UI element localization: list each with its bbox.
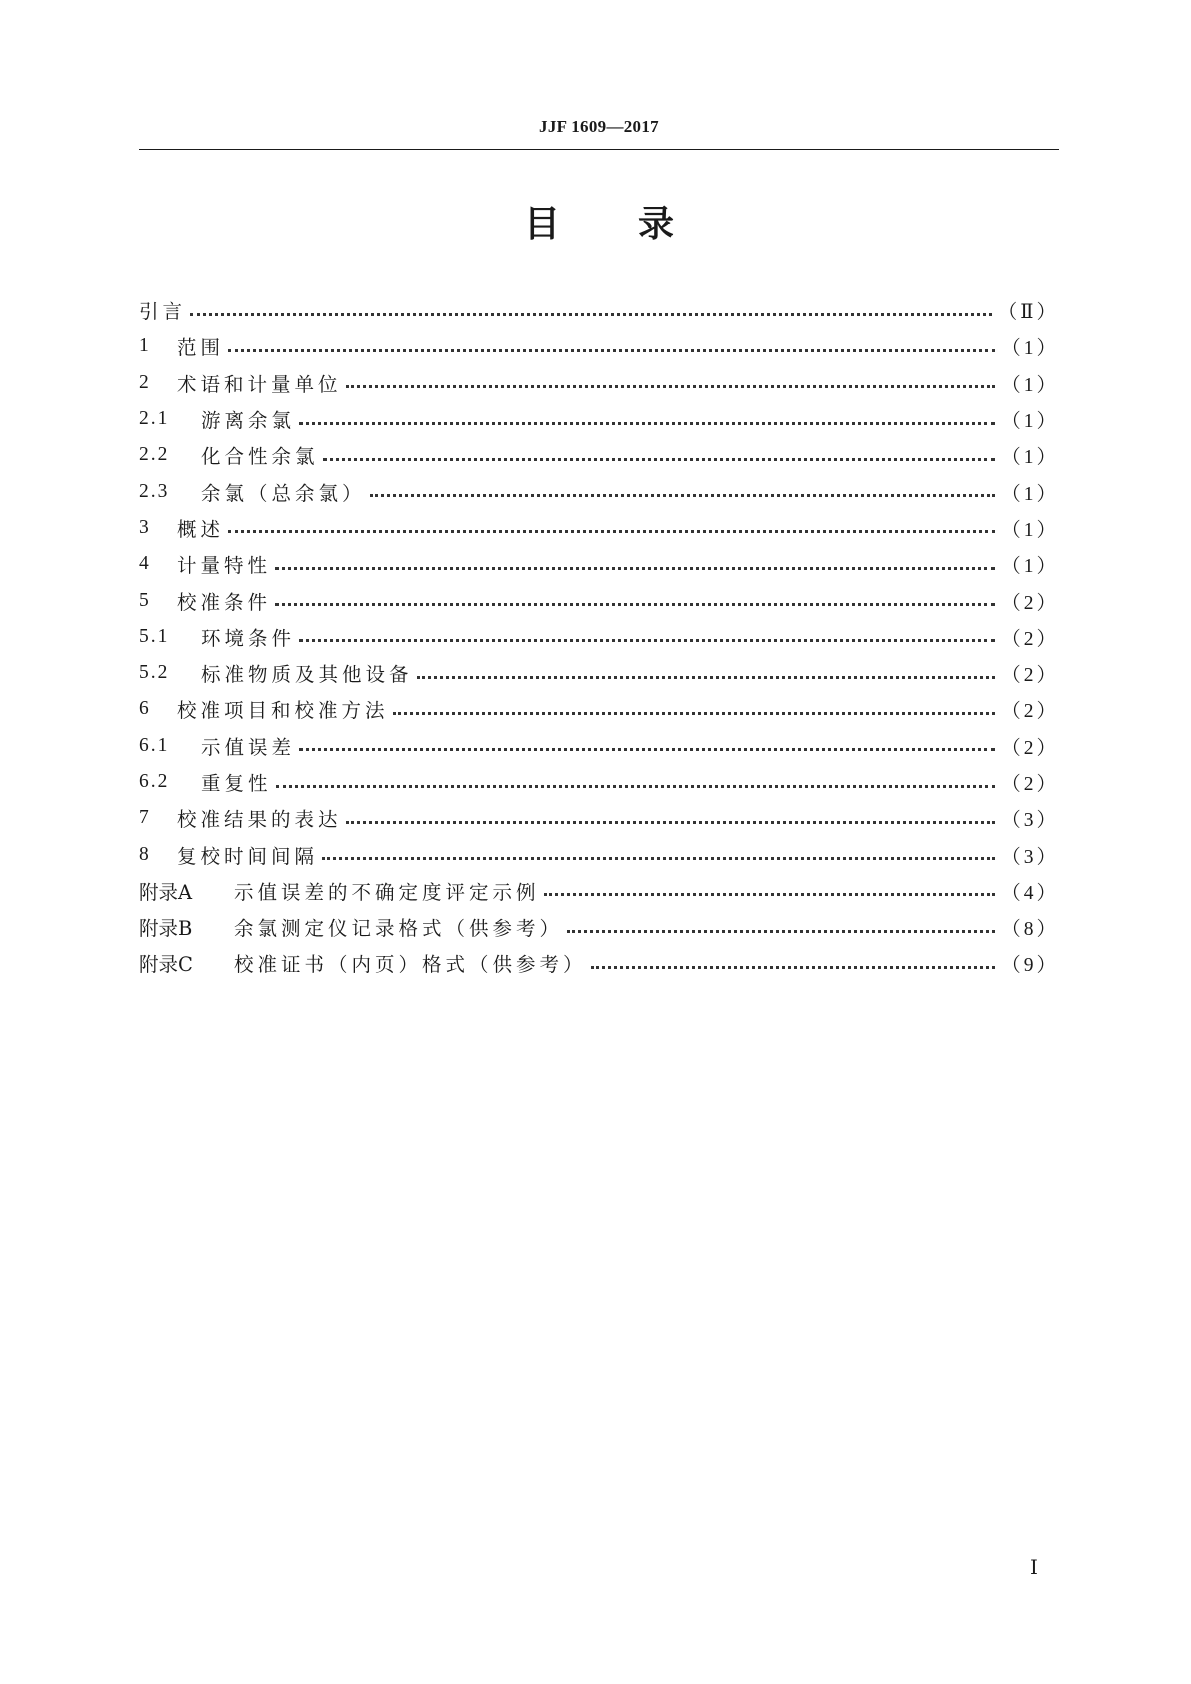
document-code-header: JJF 1609—2017 <box>539 117 659 136</box>
header-rule <box>139 149 1059 150</box>
toc-entry-2-1[interactable] <box>139 401 1059 437</box>
toc-page: （2） <box>1001 628 1059 650</box>
toc-leader <box>346 365 996 388</box>
toc-number: 6.1 <box>139 734 170 756</box>
toc-label: 示值误差的不确定度评定示例 <box>234 880 540 904</box>
toc-leader <box>190 293 992 316</box>
toc-page: （2） <box>1001 774 1059 795</box>
toc-leader <box>276 765 996 788</box>
toc-leader <box>323 438 996 461</box>
toc-number: 3 <box>139 516 151 538</box>
toc-label: 余氯（总余氯） <box>201 481 366 505</box>
toc-page: （1） <box>1001 519 1059 541</box>
toc-page: （Ⅱ） <box>997 302 1059 324</box>
toc-leader <box>370 474 996 497</box>
toc-page: （1） <box>1001 556 1059 578</box>
toc-leader <box>544 873 996 896</box>
toc-leader <box>299 402 995 425</box>
toc-leader <box>322 837 995 860</box>
toc-number: 4 <box>139 553 151 575</box>
toc-number: 8 <box>139 843 151 865</box>
toc-label: 校准证书（内页）格式（供参考） <box>234 953 587 977</box>
toc-entry-6[interactable] <box>139 691 1059 727</box>
toc-leader <box>299 619 995 642</box>
toc-label: 计量特性 <box>177 554 272 578</box>
toc-leader <box>346 801 996 824</box>
toc-page: （8） <box>1001 919 1059 941</box>
toc-entry-appendix-c[interactable] <box>139 945 1059 981</box>
toc-leader <box>275 583 995 606</box>
toc-label: 引言 <box>139 300 187 324</box>
toc-entry-3[interactable] <box>139 510 1059 546</box>
toc-page: （2） <box>1001 737 1059 759</box>
toc-page: （2） <box>1001 592 1059 614</box>
toc-label: 余氯测定仪记录格式（供参考） <box>234 917 564 941</box>
toc-page: （9） <box>1001 955 1059 977</box>
toc-entry-intro[interactable] <box>139 292 1059 328</box>
page-title <box>139 203 1059 247</box>
toc-page: （3） <box>1001 846 1059 868</box>
toc-entry-7[interactable] <box>139 800 1059 836</box>
toc-leader <box>591 946 996 969</box>
toc-number: 2 <box>139 371 151 393</box>
toc-entry-6-2[interactable] <box>139 764 1059 800</box>
toc-entry-5-2[interactable] <box>139 655 1059 691</box>
toc-number: 6.2 <box>139 771 170 792</box>
toc-label: 重复性 <box>201 772 272 795</box>
toc-label: 环境条件 <box>201 626 296 650</box>
toc-entry-2-3[interactable] <box>139 473 1059 509</box>
toc-label: 化合性余氯 <box>201 445 319 469</box>
toc-label: 概述 <box>177 517 225 541</box>
toc-entry-6-1[interactable] <box>139 728 1059 764</box>
toc-leader <box>228 329 995 352</box>
toc-label: 复校时间间隔 <box>177 844 319 868</box>
toc-leader <box>228 510 995 533</box>
toc-number: 2.1 <box>139 408 170 430</box>
title-char-2: 录 <box>638 204 675 245</box>
toc-leader <box>275 547 995 570</box>
toc-entry-appendix-b[interactable] <box>139 909 1059 945</box>
toc-number: 7 <box>139 807 151 829</box>
toc-number: 5 <box>139 589 151 611</box>
toc-entry-4[interactable] <box>139 546 1059 582</box>
toc-page: （2） <box>1001 701 1059 723</box>
toc-page: （1） <box>1001 374 1059 396</box>
toc-label: 校准项目和校准方法 <box>177 699 389 723</box>
toc-number: 2.3 <box>139 480 170 502</box>
toc-label: 范围 <box>177 336 225 360</box>
toc-number: 1 <box>139 335 151 357</box>
table-of-contents <box>139 292 1059 982</box>
toc-number: 5.1 <box>139 625 170 647</box>
toc-page: （2） <box>1001 665 1059 687</box>
title-char-1: 目 <box>523 204 560 245</box>
toc-label: 校准结果的表达 <box>177 808 342 832</box>
toc-page: （1） <box>1001 411 1059 433</box>
toc-label: 标准物质及其他设备 <box>201 663 413 687</box>
toc-entry-appendix-a[interactable] <box>139 873 1059 909</box>
toc-label: 校准条件 <box>177 590 272 614</box>
toc-leader <box>299 728 995 751</box>
toc-leader <box>417 656 996 679</box>
toc-entry-2[interactable] <box>139 365 1059 401</box>
page-number: Ⅰ <box>1030 1557 1038 1579</box>
toc-page: （4） <box>1001 882 1059 904</box>
toc-entry-1[interactable] <box>139 328 1059 364</box>
toc-page: （1） <box>1001 447 1059 469</box>
toc-leader <box>393 692 996 715</box>
toc-label: 示值误差 <box>201 735 296 759</box>
toc-page: （1） <box>1001 483 1059 505</box>
toc-page: （1） <box>1001 338 1059 360</box>
toc-number: 6 <box>139 698 151 720</box>
toc-entry-5-1[interactable] <box>139 619 1059 655</box>
toc-page: （3） <box>1001 810 1059 832</box>
toc-entry-8[interactable] <box>139 836 1059 872</box>
toc-label: 游离余氯 <box>201 409 296 433</box>
toc-number: 附录B <box>139 917 193 941</box>
toc-entry-2-2[interactable] <box>139 437 1059 473</box>
toc-number: 2.2 <box>139 444 170 466</box>
toc-entry-5[interactable] <box>139 582 1059 618</box>
toc-number: 5.2 <box>139 662 170 684</box>
toc-label: 术语和计量单位 <box>177 372 342 396</box>
toc-leader <box>567 910 995 933</box>
toc-number: 附录A <box>139 880 193 904</box>
toc-number: 附录C <box>139 953 193 977</box>
